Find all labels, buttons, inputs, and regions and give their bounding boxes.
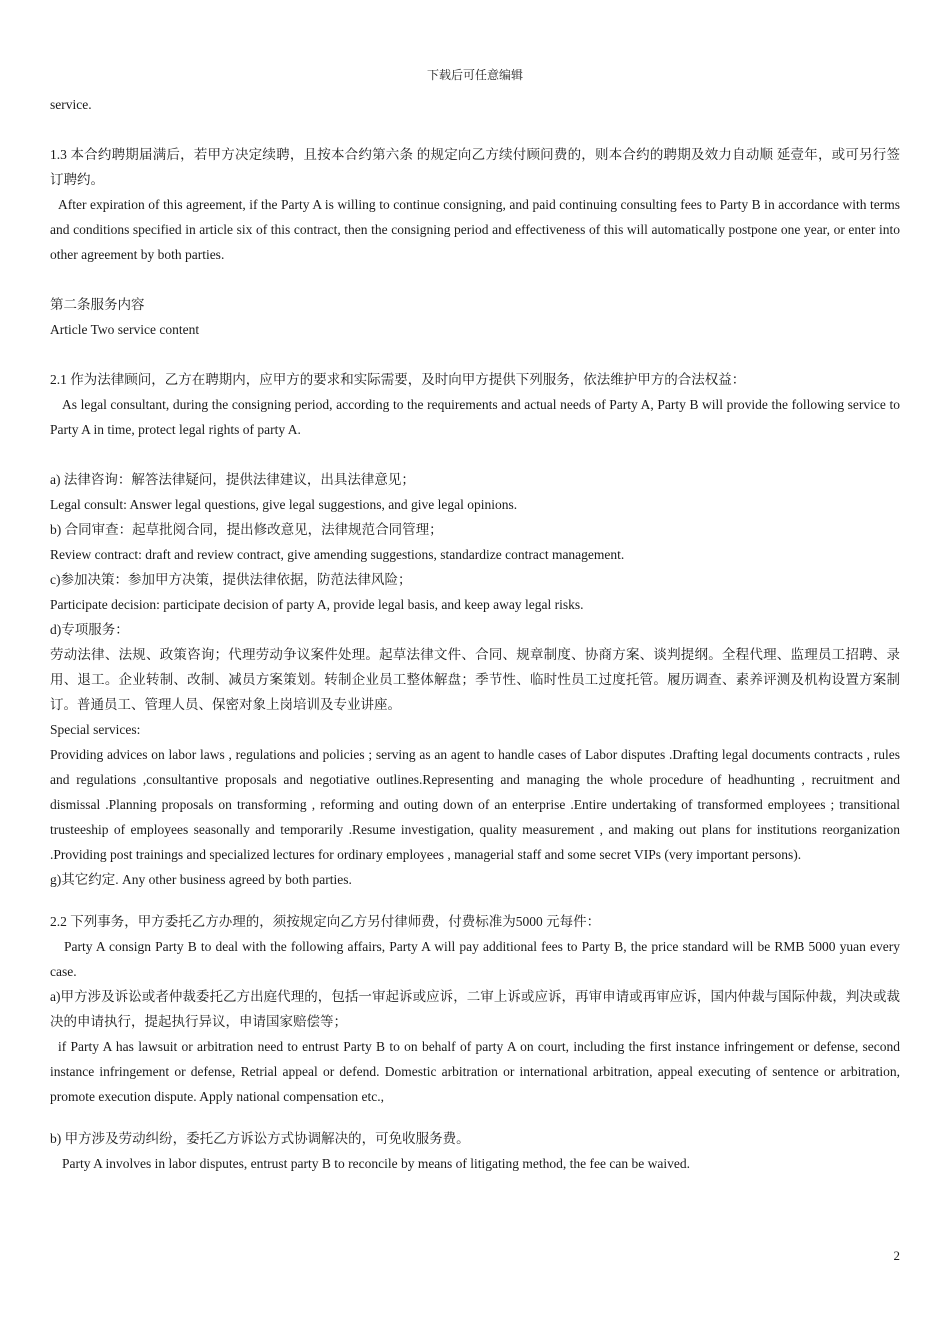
item-d-zh: d)专项服务： <box>50 622 129 637</box>
item-d-body-en: Providing advices on labor laws , regulations and policies ; serving as an agent to handle cases of Labor disputes .Drafting legal documents contracts , rules and regulations ,consultantive proposals and negotiative outlines.Representing and managing the whole procedure of headhunting , recruitment and dismissal .Planning proposals on transforming , reforming and outing down of an enterprise .Entire undertaking of transformed employees ; transitional trusteeship of employees seasonally and temporarily .Resume investigation, quality measurement , and making out plans for institutions reorganization .Providing post trainings and specialized lectures for ordinary employees , managerial staff and some secret VIPs (very important persons). <box>50 747 900 862</box>
clause-1-3-en: After expiration of this agreement, if the Party A is willing to continue consigning, and paid continuing consulting fees to Party B in accordance with terms and conditions specified in article six of this contract, then the consigning period and effectiveness of this will automatically postpone one year, or enter into other agreement by both parties. <box>50 197 900 262</box>
item-a-zh: a) 法律咨询：解答法律疑问，提供法律建议，出具法律意见； <box>50 472 415 487</box>
document-body <box>50 92 900 1176</box>
item-a-en: Legal consult: Answer legal questions, give legal suggestions, and give legal opinions. <box>50 497 518 512</box>
clause-2-2-a-en: if Party A has lawsuit or arbitration need to entrust Party B to on behalf of party A on court, including the first instance infringement or defense, second instance infringement or defense, Retrial appeal or defend. Domestic arbitration or international arbitration, appeal executing of sentence or arbitration, promote execution dispute. Apply national compensation etc., <box>50 1039 900 1104</box>
clause-2-2-en: Party A consign Party B to deal with the following affairs, Party A will pay additional fees to Party B, the price standard will be RMB 5000 yuan every case. <box>50 939 900 979</box>
article-two-heading-zh: 第二条服务内容 <box>50 297 145 312</box>
article-two-heading-en: Article Two service content <box>50 322 200 337</box>
item-c-zh: c)参加决策：参加甲方决策，提供法律依据，防范法律风险； <box>50 572 412 587</box>
item-g: g)其它约定. Any other business agreed by both parties. <box>50 872 352 887</box>
clause-2-1-zh: 2.1 作为法律顾问，乙方在聘期内，应甲方的要求和实际需要，及时向甲方提供下列服务，依法维护甲方的合法权益： <box>50 372 746 387</box>
clause-2-2-a-zh: a)甲方涉及诉讼或者仲裁委托乙方出庭代理的，包括一审起诉或应诉，二审上诉或应诉，再审申请或再审应诉，国内仲裁与国际仲裁，判决或裁决的申请执行，提起执行异议，申请国家赔偿等； <box>50 989 900 1029</box>
paragraph-continuation: service. <box>50 97 92 112</box>
item-b-zh: b) 合同审查：起草批阅合同，提出修改意见，法律规范合同管理； <box>50 522 443 537</box>
clause-1-3-zh: 1.3 本合约聘期届满后，若甲方决定续聘，且按本合约第六条 的规定向乙方续付顾问费的，则本合约的聘期及效力自动顺 延壹年，或可另行签订聘约。 <box>50 147 900 187</box>
clause-2-2-b-zh: b) 甲方涉及劳动纠纷，委托乙方诉讼方式协调解决的，可免收服务费。 <box>50 1131 470 1146</box>
clause-2-2-zh: 2.2 下列事务，甲方委托乙方办理的，须按规定向乙方另付律师费，付费标准为5000 元每件： <box>50 914 601 929</box>
item-b-en: Review contract: draft and review contract, give amending suggestions, standardize contract management. <box>50 547 625 562</box>
page-header: 下载后可任意编辑 <box>426 68 523 82</box>
page-number: 2 <box>893 1248 900 1263</box>
item-d-body-zh: 劳动法律、法规、政策咨询；代理劳动争议案件处理。起草法律文件、合同、规章制度、协商方案、谈判提纲。全程代理、监理员工招聘、录用、退工。企业转制、改制、减员方案策划。转制企业员工整体解盘；季节性、临时性员工过度托管。履历调查、素养评测及机构设置方案制订。普通员工、管理人员、保密对象上岗培训及专业讲座。 <box>50 647 900 712</box>
item-d-title-en: Special services: <box>50 722 141 737</box>
clause-2-2-b-en: Party A involves in labor disputes, entrust party B to reconcile by means of litigating method, the fee can be waived. <box>62 1156 690 1171</box>
item-c-en: Participate decision: participate decision of party A, provide legal basis, and keep away legal risks. <box>50 597 584 612</box>
clause-2-1-en: As legal consultant, during the consigning period, according to the requirements and actual needs of Party A, Party B will provide the following service to Party A in time, protect legal rights of party A. <box>50 397 900 437</box>
